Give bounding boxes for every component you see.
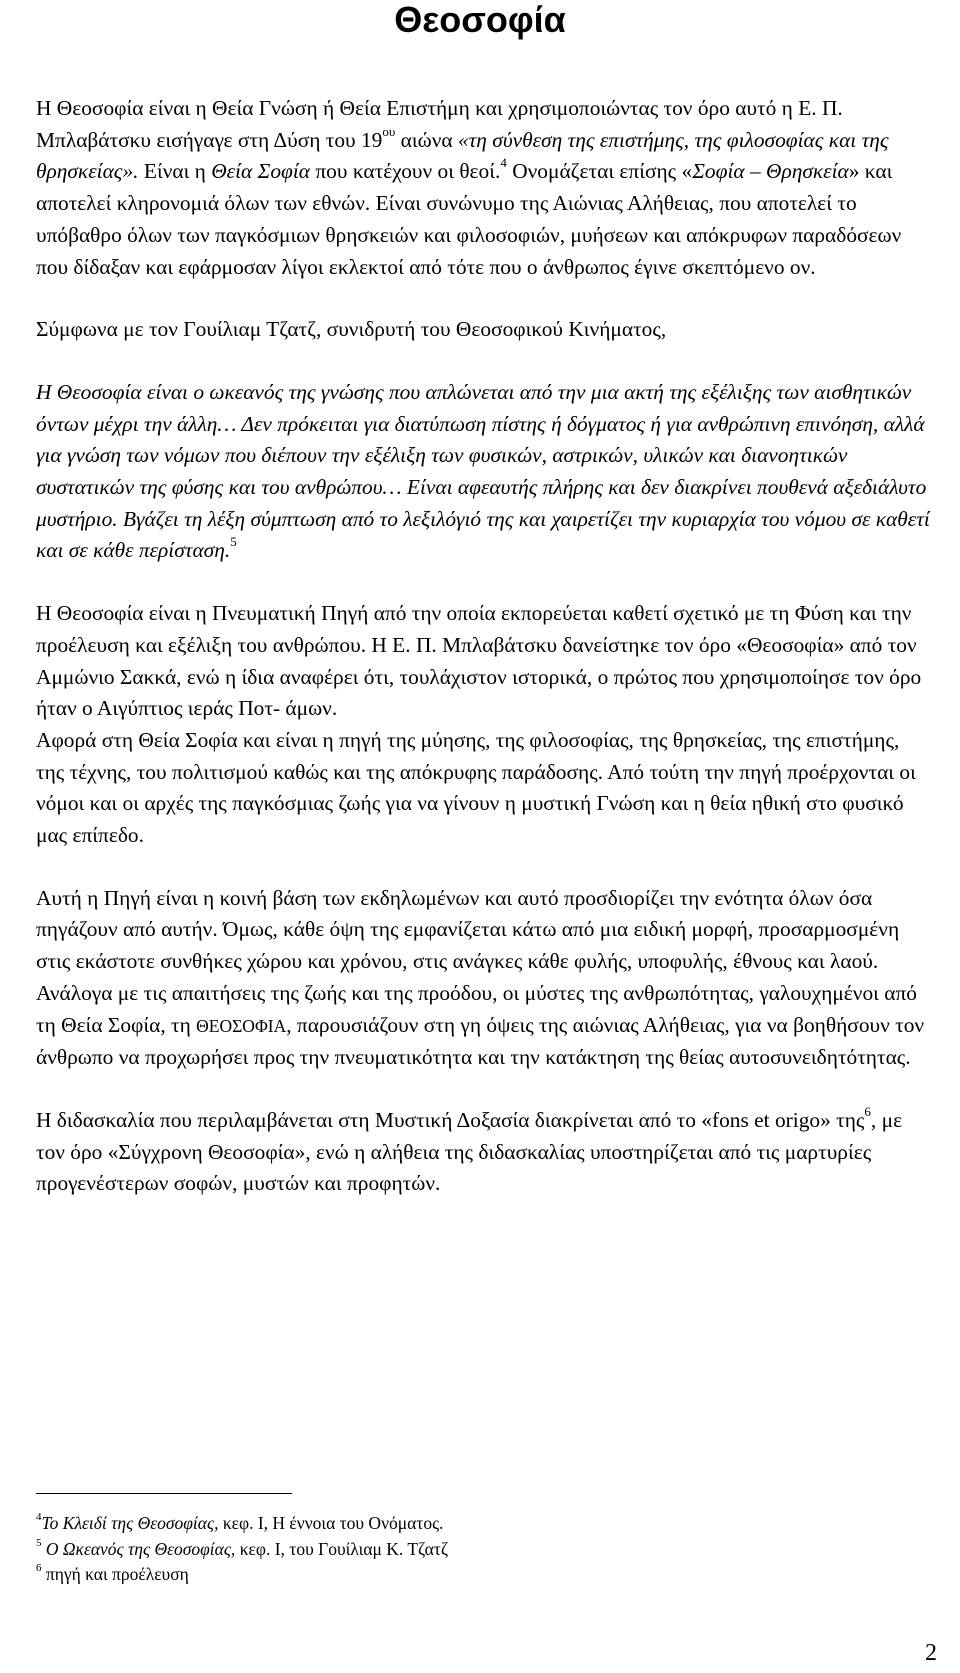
- text-run: που κατέχουν οι θεοί.: [310, 159, 501, 184]
- footnote-item: [36, 1511, 931, 1537]
- footnote-ref-5[interactable]: 5: [230, 534, 237, 550]
- document-body: [36, 93, 931, 1200]
- text-run: Αυτή η Πηγή είναι η κοινή βάση των εκδηλωμένων και αυτό προσδιορίζει την ενότητα όλων όσα πηγάζουν από αυτήν. Όμως, κάθε όψη της εμφανίζεται κάτω από μια ειδική μορφή, προσαρμοσμένη στις εκάστοτε συνθήκες χώρου και χρόνου, στις ανάγκες κάθε φυλής, υποφυλής, έθνους και λαού. Ανάλογα με τις απαιτήσεις της ζωής και της προόδου, οι μύστες της ανθρωπότητας, γαλουχημένοι από τη Θεία Σοφία, τη: [36, 885, 917, 1037]
- quote-text: Η Θεοσοφία είναι ο ωκεανός της γνώσης που απλώνεται από την μια ακτή της εξέλιξης των αισθητικών όντων μέχρι την άλλη… Δεν πρόκειται για διατύπωση πίστης ή δόγματος ή για ανθρώπινη επινόηση, αλλά για γνώση των νόμων που διέπουν την εξέλιξη των φυσικών, αστρικών, υλικών και διανοητικών συστατικών της φύσης και του ανθρώπου… Είναι αφεαυτής πλήρης και δεν διακρίνει πουθενά αξεδιάλυτο μυστήριο. Βγάζει τη λέξη σύμπτωση από το λεξιλόγιό της και χαιρετίζει την κυριαρχία του νόμου σε καθετί και σε κάθε περίσταση.: [36, 379, 930, 563]
- footnote-number: 5: [36, 1536, 42, 1549]
- footnote-number: 4: [36, 1511, 42, 1524]
- paragraph-divine-wisdom: Αφορά στη Θεία Σοφία και είναι η πηγή της μύησης, της φιλοσοφίας, της θρησκείας, της επιστήμης, της τέχνης, του πολιτισμού καθώς και της απόκρυφης παράδοσης. Από τούτη την πηγή προέρχονται οι νόμοι και οι αρχές της παγκόσμιας ζωής για να γίνουν η μυστική Γνώση και η θεία ηθική στο φυσικό μας επίπεδο.: [36, 727, 916, 848]
- footnote-divider: [36, 1493, 292, 1494]
- paragraph-gap: [36, 283, 931, 314]
- paragraph-gap: [36, 1074, 931, 1105]
- italic-quote: «τη σύνθεση της επιστήμης, της φιλοσοφίας και της θρησκείας».: [36, 127, 889, 184]
- text-run: » και αποτελεί κληρονομιά όλων των εθνών. Είναι συνώνυμο της Αιώνιας Αλήθειας, που αποτελεί το υπόβαθρο όλων των παγκόσμιων θρησκειών και φιλοσοφιών, μυήσεων και απόκρυφων παραδόσεων που δίδαξαν και εφάρμοσαν λίγοι εκλεκτοί από τότε που ο άνθρωπος έγινε σκεπτόμενο ον.: [36, 159, 902, 279]
- page-number: 2: [925, 1640, 937, 1666]
- text-run: , με τον όρο «Σύγχρονη Θεοσοφία», ενώ η αλήθεια της διδασκαλίας υποστηρίζεται από τις μαρτυρίες προγενέστερων σοφών, μυστών και προφητών.: [36, 1107, 903, 1196]
- text-run: Η Θεοσοφία είναι η Θεία Γνώση ή Θεία Επιστήμη και χρησιμοποιώντας τον όρο αυτό η Ε. Π. Μπλαβάτσκυ εισήγαγε στη Δύση του 19: [36, 96, 843, 152]
- paragraph-intro: [36, 93, 931, 283]
- paragraph-judge-intro: Σύμφωνα με τον Γουίλιαμ Τζατζ, συνιδρυτή του Θεοσοφικού Κινήματος,: [36, 317, 667, 342]
- caps-term: ΘΕΟΣΟΦΙΑ: [196, 1015, 287, 1036]
- footnote-text: πηγή και προέλευση: [45, 1564, 189, 1584]
- paragraph-gap: [36, 567, 931, 598]
- text-run: Ονομάζεται επίσης «: [506, 159, 693, 184]
- footnotes-section: [36, 1493, 931, 1588]
- text-run: Η διδασκαλία που περιλαμβάνεται στη Μυστική Δοξασία διακρίνεται από το «fons et origo» της: [36, 1107, 865, 1132]
- text-run: αιώνα: [395, 127, 458, 152]
- footnote-item: [36, 1562, 931, 1588]
- footnote-item: [36, 1537, 931, 1563]
- footnote-title: Ο Ωκεανός της Θεοσοφίας,: [45, 1538, 236, 1559]
- text-run: , παρουσιάζουν στη γη όψεις της αιώνιας Αλήθειας, για να βοηθήσουν τον άνθρωπο να προχωρήσει προς την πνευματικότητα και την κατάκτηση της θείας αυτοσυνειδητότητας.: [36, 1012, 925, 1070]
- italic-phrase: Θεία Σοφία: [211, 159, 311, 184]
- italic-phrase: Σοφία – Θρησκεία: [692, 159, 849, 184]
- footnote-title: Το Κλειδί της Θεοσοφίας,: [41, 1513, 219, 1533]
- footnote-text: κεφ. Ι, του Γουίλιαμ Κ. Τζατζ: [235, 1538, 449, 1559]
- footnote-ref-6[interactable]: 6: [864, 1103, 871, 1119]
- footnote-text: κεφ. Ι, Η έννοια του Ονόματος.: [218, 1513, 444, 1533]
- paragraph-common-source: [36, 883, 931, 1074]
- paragraph-secret-doctrine: [36, 1105, 931, 1200]
- footnote-number: 6: [36, 1562, 42, 1575]
- paragraph-gap: [36, 346, 931, 377]
- block-quote: [36, 377, 931, 567]
- text-run: Είναι η: [138, 159, 212, 184]
- paragraph-gap: [36, 852, 931, 883]
- paragraph-spiritual-source: Η Θεοσοφία είναι η Πνευματική Πηγή από την οποία εκπορεύεται καθετί σχετικό με τη Φύση και την προέλευση και εξέλιξη του ανθρώπου. Η Ε. Π. Μπλαβάτσκυ δανείστηκε τον όρο «Θεοσοφία» από τον Αμμώνιο Σακκά, ενώ η ίδια αναφέρει ότι, τουλάχιστον ιστορικά, ο πρώτος που χρησιμοποίησε τον όρο ήταν ο Αιγύπτιος ιεράς Ποτ- άμων.: [36, 601, 922, 721]
- page-title: Θεοσοφία: [394, 0, 566, 40]
- footnote-ref-4[interactable]: 4: [500, 155, 507, 171]
- superscript-ordinal: ου: [382, 123, 396, 139]
